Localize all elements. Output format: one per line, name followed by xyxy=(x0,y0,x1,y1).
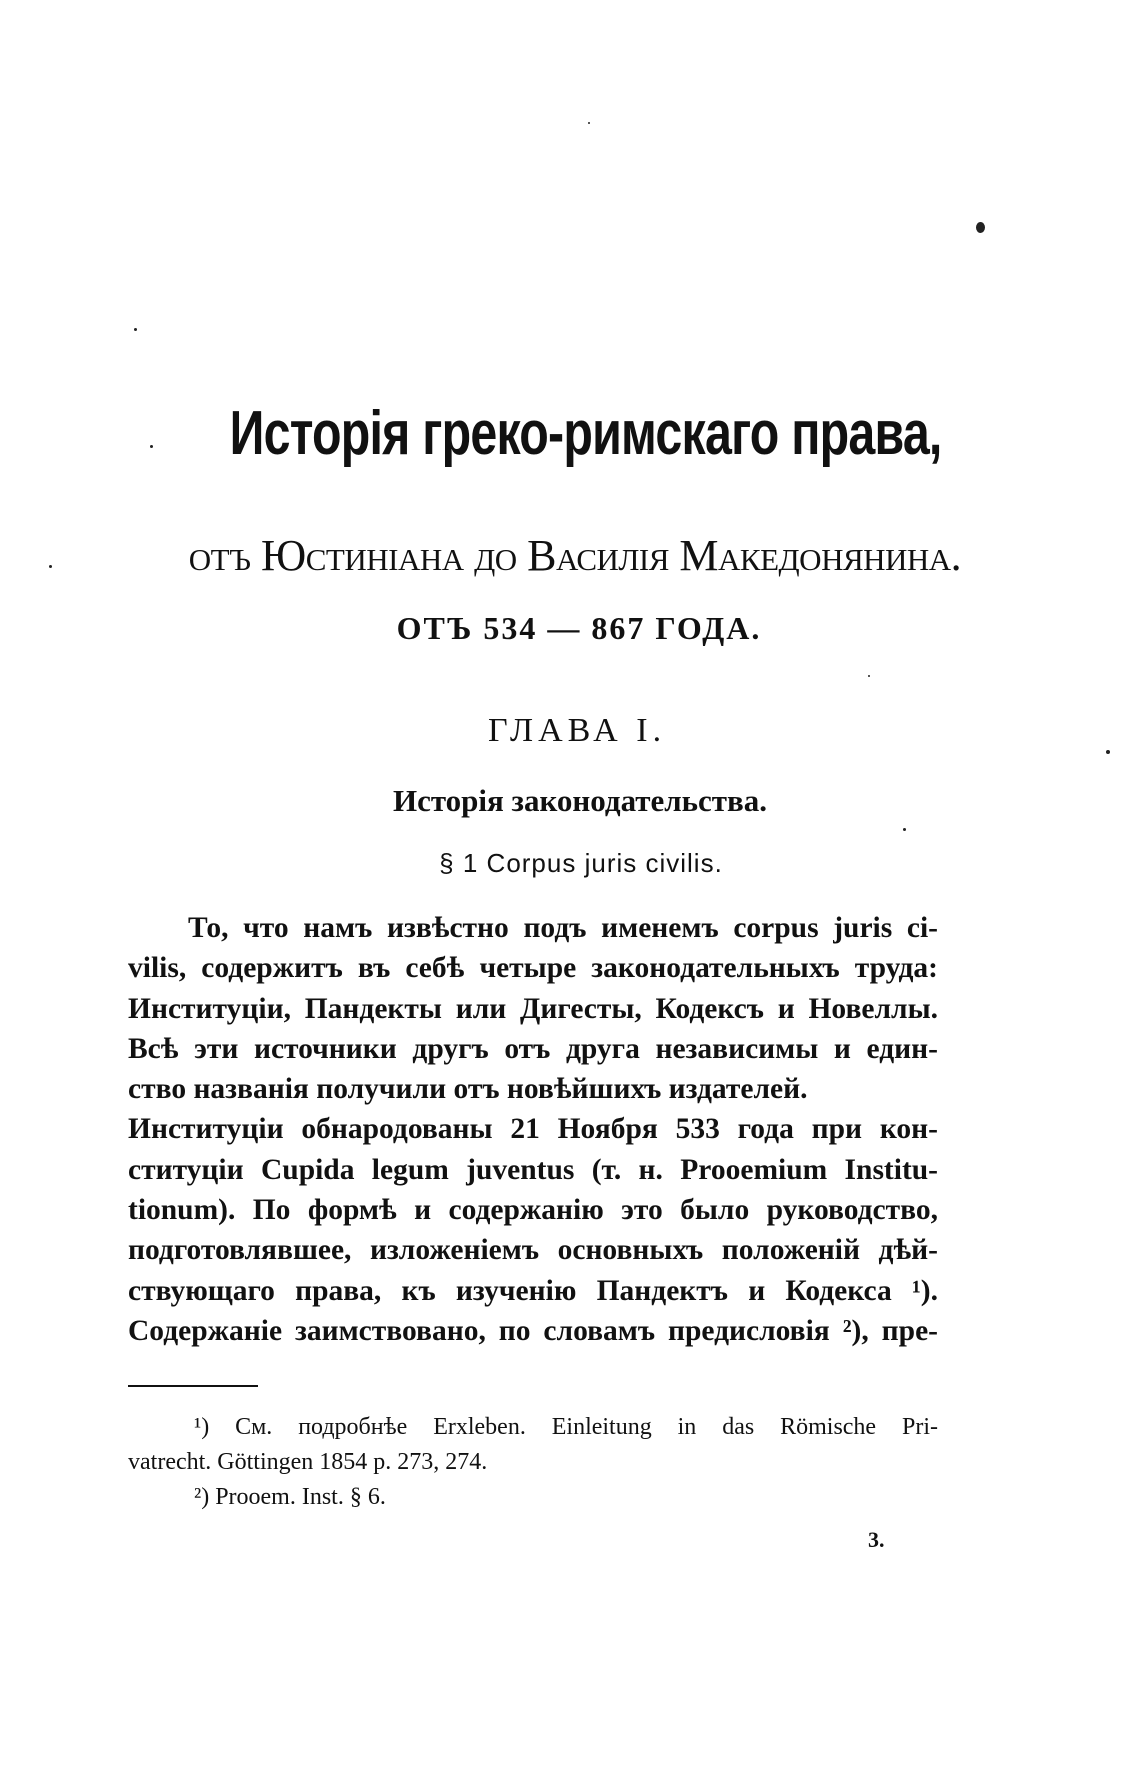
body-text xyxy=(128,908,938,1351)
scan-speck xyxy=(903,828,906,831)
scan-speck xyxy=(1106,750,1110,754)
body-line: То, что намъ извѣстно подъ именемъ corpus juris ci- xyxy=(188,912,938,944)
section-heading: § 1 Corpus juris civilis. xyxy=(439,848,723,878)
body-line: ство названія получили отъ новѣйшихъ издателей. xyxy=(128,1073,808,1106)
scan-speck xyxy=(976,222,985,233)
body-line: подготовлявшее, изложеніемъ основныхъ положеній дѣй- xyxy=(128,1234,938,1267)
scan-speck xyxy=(868,675,870,677)
body-line: vilis, содержитъ въ себѣ четыре законодательныхъ труда: xyxy=(128,952,938,985)
body-line: tionum). По формѣ и содержанію это было руководство, xyxy=(128,1194,938,1227)
body-line: Содержаніе заимствовано, по словамъ предисловія ²), пре- xyxy=(128,1314,938,1347)
body-line: ствующаго права, къ изученію Пандектъ и Кодекса ¹). xyxy=(128,1274,938,1307)
scan-speck xyxy=(134,328,137,331)
scan-speck xyxy=(588,122,590,124)
footnote-separator xyxy=(128,1385,258,1387)
footnote-1: ¹) См. подробнѣе Erxleben. Einleitung in das Römische Pri- xyxy=(194,1414,938,1440)
book-title: Исторія греко-римскаго права, xyxy=(229,399,942,468)
page-number: 3. xyxy=(868,1527,885,1552)
body-line: Институціи обнародованы 21 Ноября 533 года при кон- xyxy=(128,1113,938,1146)
footnotes xyxy=(128,1410,938,1515)
body-line: ституціи Cupida legum juventus (т. н. Prooemium Institu- xyxy=(128,1153,938,1186)
body-line: Всѣ эти источники другъ отъ друга независимы и един- xyxy=(128,1032,938,1065)
chapter-heading: ГЛАВА I. xyxy=(487,712,667,749)
chapter-title: Исторія законодательства. xyxy=(392,783,768,818)
book-subtitle: отъ Юстиніана до Василія Македонянина. xyxy=(188,531,962,580)
body-line: Институціи, Пандекты или Дигесты, Кодексъ и Новеллы. xyxy=(128,992,938,1025)
footnote-1-continued: vatrecht. Göttingen 1854 p. 273, 274. xyxy=(128,1449,488,1475)
footnote-2: ²) Prooem. Inst. § 6. xyxy=(194,1484,386,1510)
period-heading: ОТЪ 534 — 867 ГОДА. xyxy=(396,610,762,646)
